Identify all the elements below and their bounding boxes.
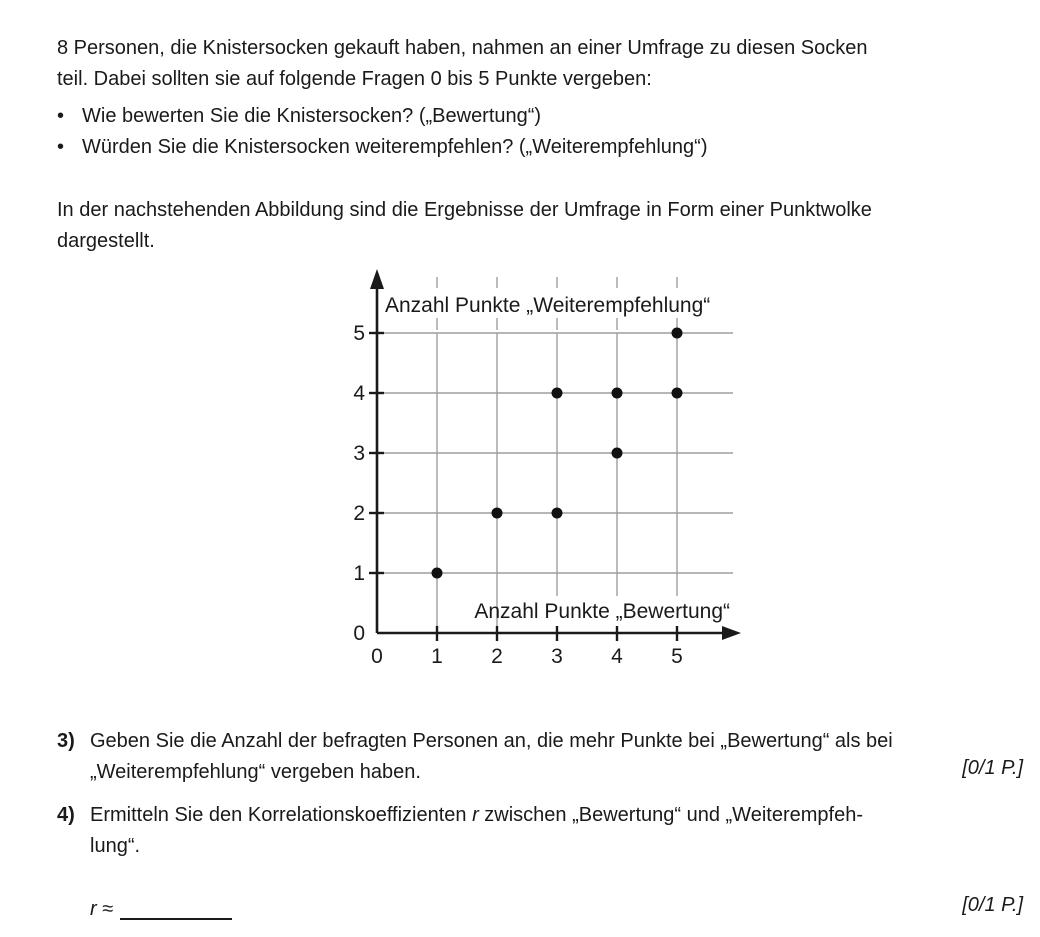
figure-intro-line-1: In der nachstehenden Abbildung sind die Ergebnisse der Umfrage in Form einer Punktwolke [57, 199, 872, 221]
scatter-point [552, 508, 563, 519]
answer-row [57, 894, 1023, 925]
x-axis-title: Anzahl Punkte „Bewertung“ [474, 600, 730, 623]
approx-symbol: ≈ [102, 898, 114, 920]
question-text-after-r: zwischen „Bewertung“ und „Weiterempfeh- [478, 804, 863, 826]
question-3 [57, 726, 1023, 788]
y-tick-label: 4 [353, 382, 365, 405]
points-badge: [0/1 P.] [962, 757, 1023, 779]
bullet-item-bewertung [57, 101, 1023, 132]
intro-line-2: teil. Dabei sollten sie auf folgende Fragen 0 bis 5 Punkte vergeben: [57, 68, 652, 90]
y-axis-arrow-icon [370, 269, 384, 289]
question-3-row-1 [57, 726, 1023, 757]
question-text [90, 800, 863, 831]
scatter-point [672, 328, 683, 339]
points-badge: [0/1 P.] [962, 894, 1023, 916]
x-tick-label: 5 [671, 645, 683, 668]
scatter-point [432, 568, 443, 579]
scatter-plot [340, 265, 760, 677]
y-tick-label: 0 [353, 622, 365, 645]
bullet-item-weiterempfehlung [57, 132, 1023, 163]
question-4-row-2: lung“. [90, 835, 141, 857]
x-tick-label: 1 [431, 645, 443, 668]
r-variable: r [90, 898, 97, 920]
y-tick-label: 5 [353, 322, 365, 345]
question-3-row-2: „Weiterempfehlung“ vergeben haben. [90, 761, 421, 783]
answer-blank-field[interactable] [120, 916, 232, 920]
figure-intro-paragraph [57, 195, 1023, 257]
question-4-row-1 [57, 800, 1023, 831]
x-axis-arrow-icon [722, 626, 741, 640]
x-tick-label: 2 [491, 645, 503, 668]
intro-line-1: 8 Personen, die Knistersocken gekauft haben, nahmen an einer Umfrage zu diesen Socken [57, 37, 868, 59]
bullet-icon: • [57, 136, 65, 158]
survey-question-list [57, 101, 1023, 163]
scatter-point [612, 448, 623, 459]
question-text-before-r: Ermitteln Sie den Korrelationskoeffizienten [90, 804, 473, 826]
scatter-point [672, 388, 683, 399]
y-tick-label: 2 [353, 502, 365, 525]
scatter-point [552, 388, 563, 399]
y-axis-title: Anzahl Punkte „Weiterempfehlung“ [385, 294, 711, 317]
x-tick-label: 4 [611, 645, 623, 668]
question-number: 4) [57, 804, 75, 826]
scatter-point [612, 388, 623, 399]
intro-paragraph [57, 33, 1023, 95]
bullet-icon: • [57, 105, 65, 127]
question-4 [57, 800, 1023, 862]
x-tick-label: 0 [371, 645, 383, 668]
x-tick-label: 3 [551, 645, 563, 668]
y-tick-label: 1 [353, 562, 365, 585]
figure-intro-line-2: dargestellt. [57, 230, 155, 252]
question-number: 3) [57, 730, 75, 752]
r-variable: r [472, 804, 479, 826]
question-text: Geben Sie die Anzahl der befragten Personen an, die mehr Punkte bei „Bewertung“ als bei [90, 730, 893, 752]
bullet-text: Würden Sie die Knistersocken weiterempfehlen? („Weiterempfehlung“) [82, 136, 708, 158]
bullet-text: Wie bewerten Sie die Knistersocken? („Bewertung“) [82, 105, 542, 127]
answer-expression [90, 894, 1023, 925]
y-tick-label: 3 [353, 442, 365, 465]
scatter-point [492, 508, 503, 519]
